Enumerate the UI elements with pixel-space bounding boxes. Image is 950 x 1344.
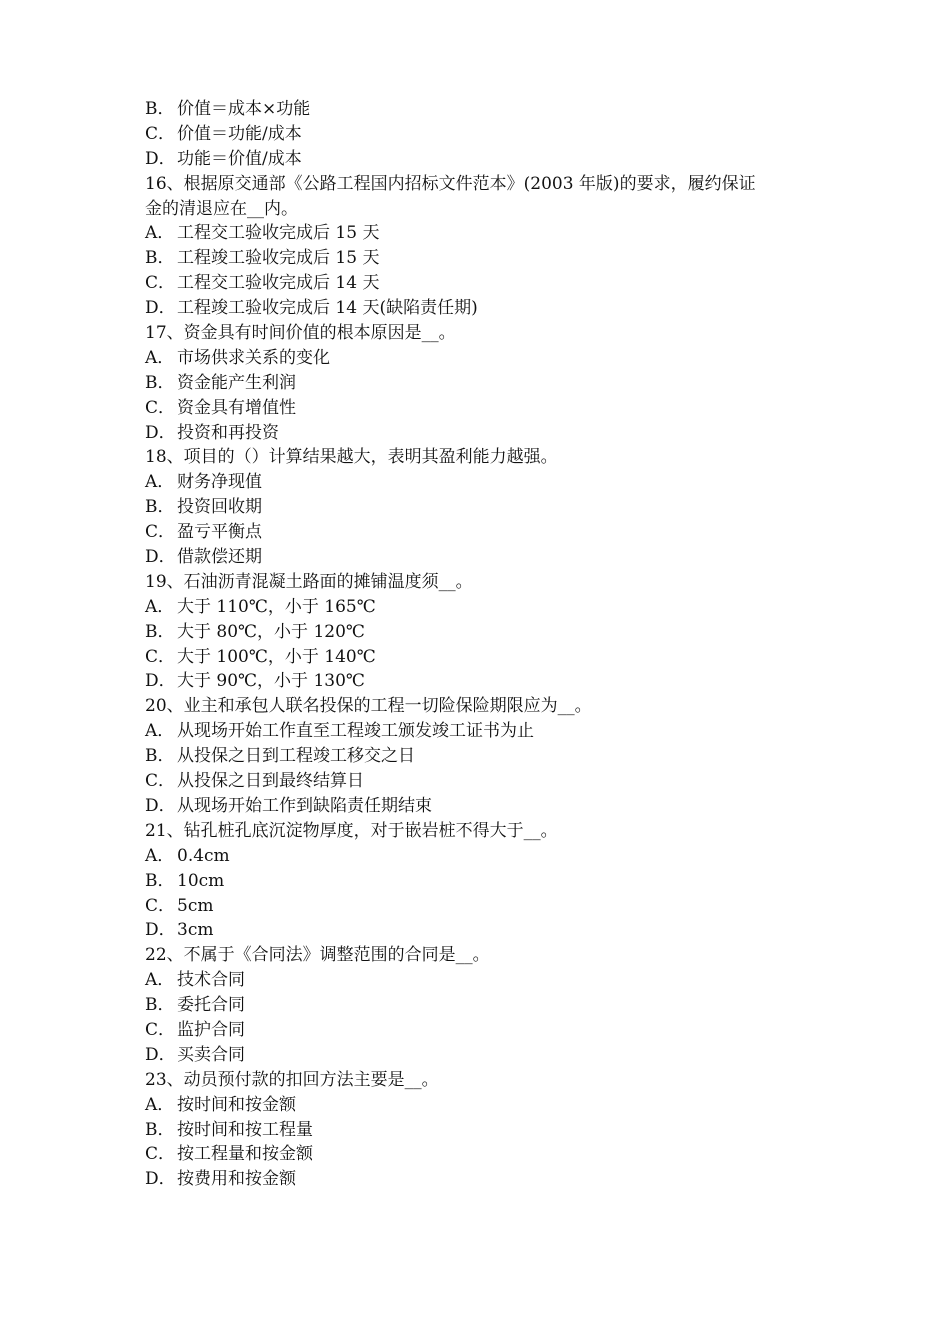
option-text: 价值＝功能/成本 [177, 123, 302, 144]
option-letter: B． [145, 870, 175, 891]
option-letter: A． [145, 845, 175, 866]
option-letter: D． [145, 795, 176, 816]
option-line [145, 545, 815, 570]
question-18-stem: 18、项目的（）计算结果越大，表明其盈利能力越强。 [145, 447, 558, 468]
option-letter: B． [145, 372, 175, 393]
option-letter: D． [145, 148, 176, 169]
option-line [145, 620, 815, 645]
option-letter: A． [145, 721, 175, 742]
option-line [145, 346, 815, 371]
option-line [145, 744, 815, 769]
option-letter: C． [145, 771, 176, 792]
option-text: 0.4cm [177, 845, 230, 866]
option-line [145, 1093, 815, 1118]
option-letter: C． [145, 646, 176, 667]
option-line [145, 1018, 815, 1043]
option-letter: B． [145, 621, 175, 642]
option-line [145, 1142, 815, 1167]
option-line [145, 769, 815, 794]
option-text: 大于 80℃，小于 120℃ [177, 621, 365, 642]
option-letter: A． [145, 970, 175, 991]
option-letter: A． [145, 1094, 175, 1115]
question-19-stem: 19、石油沥青混凝土路面的摊铺温度须__。 [145, 571, 473, 592]
option-text: 按时间和按金额 [177, 1094, 296, 1115]
option-letter: C． [145, 397, 176, 418]
option-text: 资金具有增值性 [177, 397, 296, 418]
option-line [145, 147, 815, 172]
option-letter: C． [145, 522, 176, 543]
option-letter: C． [145, 895, 176, 916]
option-line [145, 495, 815, 520]
option-letter: D． [145, 298, 176, 319]
option-text: 10cm [177, 870, 225, 891]
option-text: 按时间和按工程量 [177, 1119, 313, 1140]
option-letter: C． [145, 1144, 176, 1165]
option-text: 委托合同 [177, 995, 245, 1016]
option-letter: C． [145, 273, 176, 294]
option-text: 从投保之日到最终结算日 [177, 771, 364, 792]
option-text: 工程交工验收完成后 14 天 [177, 273, 380, 294]
option-letter: D． [145, 1044, 176, 1065]
option-text: 大于 110℃，小于 165℃ [177, 596, 376, 617]
option-letter: A． [145, 472, 175, 493]
option-text: 技术合同 [177, 970, 245, 991]
option-letter: B． [145, 746, 175, 767]
option-text: 借款偿还期 [177, 547, 262, 568]
option-letter: B． [145, 99, 175, 119]
option-text: 工程竣工验收完成后 14 天(缺陷责任期) [177, 298, 478, 319]
question-21-stem: 21、钻孔桩孔底沉淀物厚度，对于嵌岩桩不得大于__。 [145, 820, 558, 841]
option-text: 市场供求关系的变化 [177, 347, 330, 368]
option-letter: D． [145, 547, 176, 568]
exam-content [145, 97, 815, 1192]
option-text: 大于 100℃，小于 140℃ [177, 646, 376, 667]
question-16-stem-continued: 金的清退应在__内。 [145, 198, 298, 219]
option-letter: D． [145, 1169, 176, 1190]
option-letter: D． [145, 920, 176, 941]
option-text: 工程交工验收完成后 15 天 [177, 223, 380, 244]
option-line [145, 595, 815, 620]
option-letter: A． [145, 347, 175, 368]
option-line [145, 869, 815, 894]
option-letter: D． [145, 671, 176, 692]
option-line [145, 968, 815, 993]
option-text: 功能＝价值/成本 [177, 148, 302, 169]
option-text: 从投保之日到工程竣工移交之日 [177, 746, 415, 767]
question-16-stem: 16、根据原交通部《公路工程国内招标文件范本》(2003 年版)的要求，履约保证 [145, 173, 756, 194]
option-text: 财务净现值 [177, 472, 262, 493]
option-line [145, 221, 815, 246]
option-line [145, 993, 815, 1018]
option-letter: B． [145, 1119, 175, 1140]
option-line [145, 97, 815, 122]
option-text: 3cm [177, 920, 214, 941]
option-text: 盈亏平衡点 [177, 522, 262, 543]
option-text: 监护合同 [177, 1019, 245, 1040]
option-line [145, 719, 815, 744]
question-20-stem: 20、业主和承包人联名投保的工程一切险保险期限应为__。 [145, 696, 592, 717]
question-17-stem: 17、资金具有时间价值的根本原因是__。 [145, 323, 456, 344]
option-text: 投资回收期 [177, 497, 262, 518]
option-line [145, 918, 815, 943]
option-text: 资金能产生利润 [177, 372, 296, 393]
option-letter: B． [145, 995, 175, 1016]
option-line [145, 520, 815, 545]
question-23-stem: 23、动员预付款的扣回方法主要是__。 [145, 1069, 439, 1090]
option-line [145, 246, 815, 271]
option-letter: C． [145, 123, 176, 144]
option-letter: A． [145, 596, 175, 617]
option-line [145, 296, 815, 321]
option-text: 工程竣工验收完成后 15 天 [177, 248, 380, 269]
option-line [145, 1118, 815, 1143]
option-text: 买卖合同 [177, 1044, 245, 1065]
option-letter: B． [145, 248, 175, 269]
option-line [145, 645, 815, 670]
question-22-stem: 22、不属于《合同法》调整范围的合同是__。 [145, 945, 490, 966]
option-line [145, 122, 815, 147]
option-text: 投资和再投资 [177, 422, 279, 443]
option-line [145, 1043, 815, 1068]
option-line [145, 421, 815, 446]
option-letter: B． [145, 497, 175, 518]
option-letter: D． [145, 422, 176, 443]
option-line [145, 271, 815, 296]
option-line [145, 894, 815, 919]
option-text: 从现场开始工作到缺陷责任期结束 [177, 795, 432, 816]
option-line [145, 371, 815, 396]
option-text: 按工程量和按金额 [177, 1144, 313, 1165]
option-line [145, 470, 815, 495]
option-line [145, 794, 815, 819]
option-text: 5cm [177, 895, 214, 916]
option-line [145, 1167, 815, 1192]
option-text: 价值＝成本×功能 [177, 99, 311, 119]
option-text: 按费用和按金额 [177, 1169, 296, 1190]
option-letter: C． [145, 1019, 176, 1040]
option-line [145, 669, 815, 694]
option-text: 大于 90℃，小于 130℃ [177, 671, 365, 692]
option-line [145, 396, 815, 421]
option-line [145, 844, 815, 869]
option-text: 从现场开始工作直至工程竣工颁发竣工证书为止 [177, 721, 534, 742]
option-letter: A． [145, 223, 175, 244]
